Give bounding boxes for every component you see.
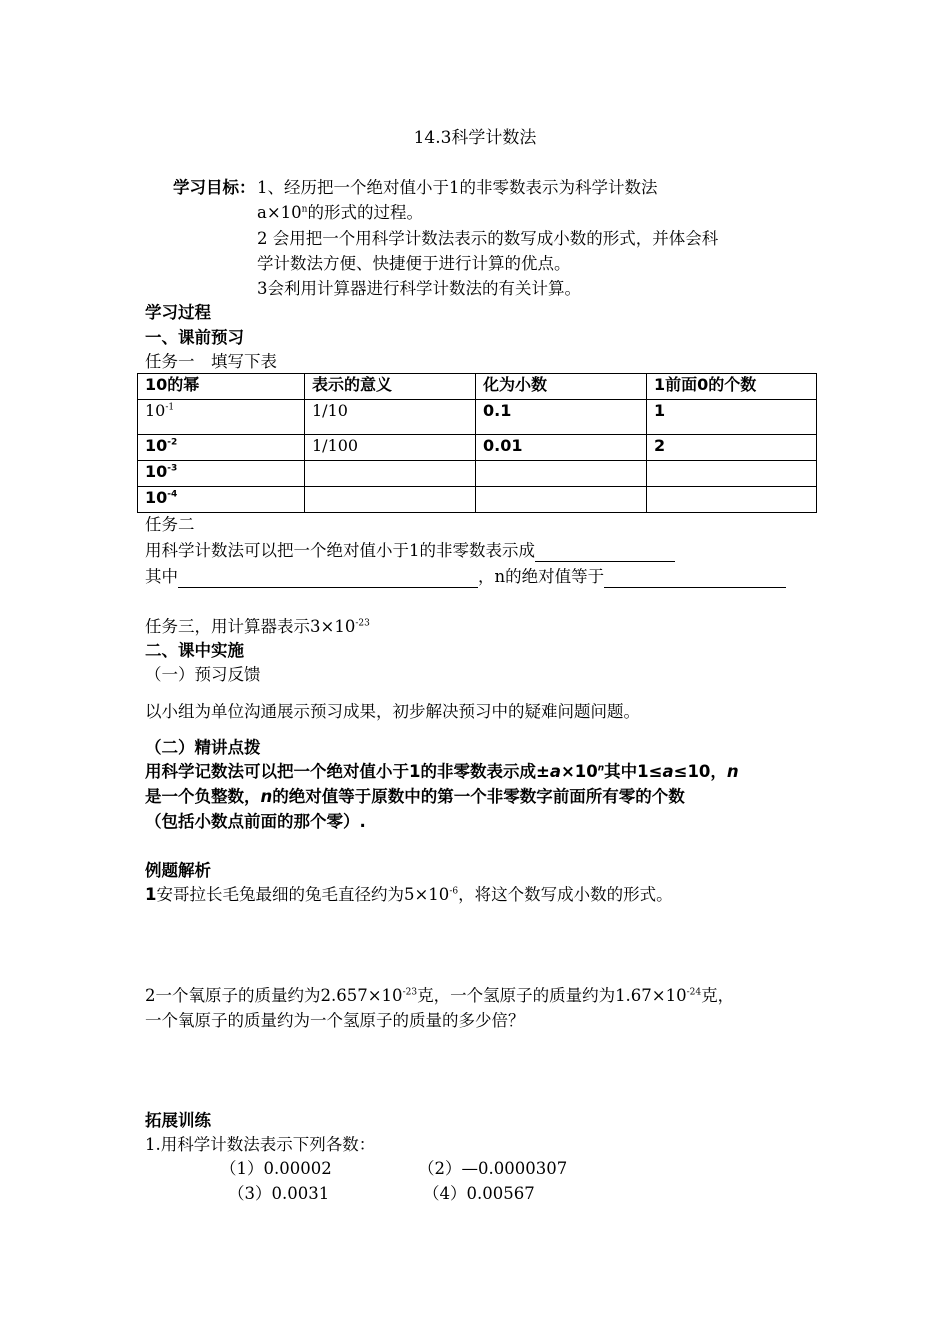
page-title: 14.3科学计数法 (413, 128, 537, 148)
subsection-1-heading: （一）预习反馈 (145, 665, 261, 684)
header-zeros: 1前面0的个数 (647, 374, 817, 400)
goals-label: 学习目标： (173, 178, 256, 197)
cell-power: $10^{-2}$ (138, 435, 305, 461)
extension-item: （1）0.00002 (220, 1159, 332, 1178)
table-row (138, 400, 817, 435)
cell-power: $10^{-4}$ (138, 487, 305, 513)
goal-line-2: $a\times 10^n$的形式的过程。 (257, 203, 423, 222)
task-2-line-1: 用科学计数法可以把一个绝对值小于1的非零数表示成 (145, 540, 675, 562)
header-meaning: 表示的意义 (305, 374, 476, 400)
powers-table (137, 373, 817, 513)
cell-power: $10^{-1}$ (138, 400, 305, 435)
cell-meaning: 1/10 (305, 400, 476, 435)
task-1-label: 任务一 填写下表 (145, 352, 277, 371)
cell-zeros: 1 (647, 400, 817, 435)
cell-meaning: 1/100 (305, 435, 476, 461)
example-2-line-2: 一个氧原子的质量约为一个氢原子的质量的多少倍？ (145, 1011, 525, 1030)
cell-zeros (647, 461, 817, 487)
key-point-line-3: （包括小数点前面的那个零）. (145, 812, 366, 831)
table-header-row (138, 374, 817, 400)
table-row (138, 461, 817, 487)
example-2-line-1: 2一个氧原子的质量约为$2.657\times 10^{-23}$克，一个氢原子的质量约为$1.67\times 10^{-24}$克， (145, 986, 735, 1005)
process-heading: 学习过程 (145, 303, 211, 322)
extension-question-1: 1.用科学计数法表示下列各数： (145, 1135, 376, 1154)
task-3: 任务三，用计算器表示$3\times 10^{-23}$ (145, 617, 370, 636)
table-row (138, 487, 817, 513)
cell-zeros: 2 (647, 435, 817, 461)
cell-meaning (305, 461, 476, 487)
goal-line-5: 3会利用计算器进行科学计数法的有关计算。 (257, 279, 581, 298)
cell-zeros (647, 487, 817, 513)
key-point-line-2: 是一个负整数，n的绝对值等于原数中的第一个非零数字前面所有零的个数 (145, 787, 685, 806)
subsection-2-heading: （二）精讲点拨 (145, 738, 261, 757)
section-1-heading: 一、课前预习 (145, 328, 244, 347)
extension-heading: 拓展训练 (145, 1111, 211, 1130)
cell-decimal: 0.01 (476, 435, 647, 461)
cell-decimal: 0.1 (476, 400, 647, 435)
header-decimal: 化为小数 (476, 374, 647, 400)
subsection-1-text: 以小组为单位沟通展示预习成果，初步解决预习中的疑难问题问题。 (145, 702, 640, 721)
cell-decimal (476, 487, 647, 513)
example-1: 1安哥拉长毛兔最细的兔毛直径约为$5\times 10^{-6}$，将这个数写成小数的形式。 (145, 885, 673, 904)
answer-blank[interactable] (535, 543, 675, 562)
extension-item: （4）0.00567 (423, 1184, 535, 1203)
task-2-label: 任务二 (145, 515, 195, 534)
goal-line-4: 学计数法方便、快捷便于进行计算的优点。 (257, 254, 571, 273)
answer-blank[interactable] (178, 569, 478, 588)
extension-item: （2）—0.0000307 (418, 1159, 568, 1178)
table-row (138, 435, 817, 461)
task-2-line-2: 其中 ，n的绝对值等于 (145, 566, 786, 588)
answer-blank[interactable] (604, 569, 786, 588)
section-2-heading: 二、课中实施 (145, 641, 244, 660)
cell-power: $10^{-3}$ (138, 461, 305, 487)
extension-item: （3）0.0031 (228, 1184, 330, 1203)
examples-heading: 例题解析 (145, 861, 211, 880)
goal-line-1: 1、经历把一个绝对值小于1的非零数表示为科学计数法 (257, 178, 658, 197)
header-power: 10的幂 (138, 374, 305, 400)
goal-line-3: 2 会用把一个用科学计数法表示的数写成小数的形式，并体会科 (257, 229, 719, 248)
cell-decimal (476, 461, 647, 487)
key-point-line-1: 用科学记数法可以把一个绝对值小于1的非零数表示成$\pm a\times 10^n$其中1≤a≤10，n (145, 762, 739, 781)
cell-meaning (305, 487, 476, 513)
